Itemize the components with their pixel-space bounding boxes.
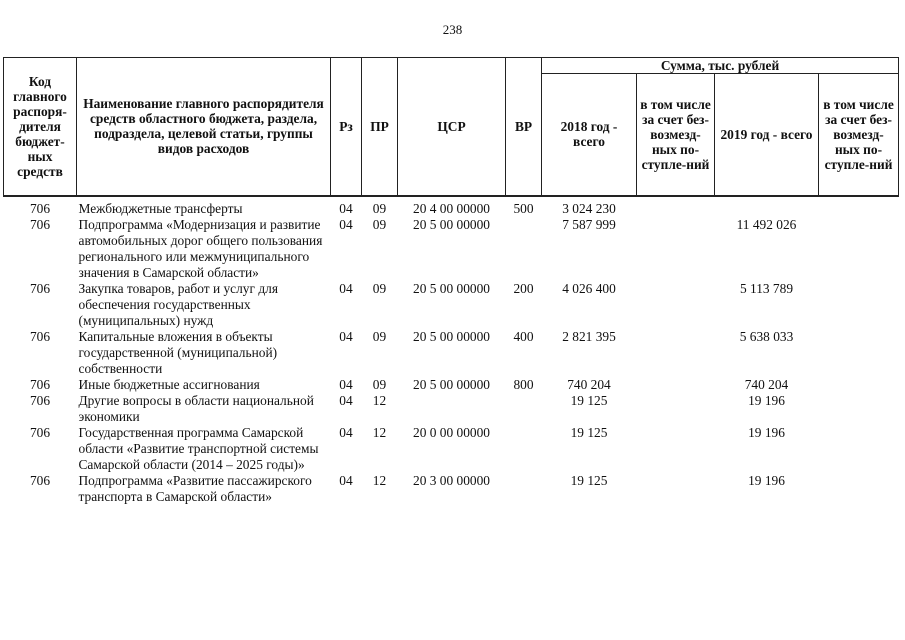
cell-2019-free — [819, 281, 899, 329]
cell-csr: 20 4 00 00000 — [413, 200, 490, 216]
cell-vr: 800 — [513, 376, 534, 392]
cell-2018-free — [637, 201, 715, 217]
header-vr: ВР — [506, 58, 542, 196]
cell-2019-free — [819, 329, 899, 377]
cell-2018-free — [637, 377, 715, 393]
cell-2018-total: 19 125 — [570, 472, 608, 488]
cell-2018-free — [637, 217, 715, 281]
cell-csr: 20 3 00 00000 — [413, 472, 490, 488]
cell-csr: 20 0 00 00000 — [413, 424, 490, 440]
cell-2018-free — [637, 393, 715, 425]
cell-2019-total: 5 113 789 — [739, 280, 794, 296]
cell-csr: 20 5 00 00000 — [413, 376, 490, 392]
table-row — [4, 281, 899, 329]
header-pr: ПР — [362, 58, 398, 196]
cell-name: Другие вопросы в области национальной экономики — [78, 392, 314, 424]
cell-rz: 04 — [339, 424, 353, 440]
table-row — [4, 393, 899, 425]
cell-code: 706 — [29, 376, 51, 392]
cell-2019-total: 19 196 — [748, 392, 785, 408]
cell-rz: 04 — [339, 392, 353, 408]
cell-vr — [506, 473, 542, 505]
cell-pr: 12 — [372, 392, 387, 408]
cell-pr: 09 — [372, 216, 387, 232]
cell-2018-total: 2 821 395 — [562, 328, 616, 344]
cell-vr: 200 — [513, 280, 534, 296]
cell-code: 706 — [29, 392, 51, 408]
cell-pr: 09 — [372, 200, 387, 216]
header-2018-total: 2018 год - всего — [542, 74, 637, 196]
cell-csr: 20 5 00 00000 — [413, 216, 490, 232]
cell-2019-free — [819, 393, 899, 425]
cell-vr — [506, 393, 542, 425]
table-row — [4, 425, 899, 473]
cell-pr: 09 — [372, 280, 387, 296]
table-row — [4, 473, 899, 505]
cell-2018-free — [637, 329, 715, 377]
cell-2019-free — [819, 425, 899, 473]
cell-name: Подпрограмма «Модернизация и развитие автомобильных дорог общего пользования регионального или межмуниципального значения в Самарской области» — [78, 216, 323, 280]
cell-rz: 04 — [339, 472, 353, 488]
table-row — [4, 217, 899, 281]
table-row — [4, 329, 899, 377]
cell-2019-free — [819, 201, 899, 217]
cell-2019-free — [819, 217, 899, 281]
page-number: 238 — [442, 22, 463, 37]
header-csr: ЦСР — [398, 58, 506, 196]
cell-code: 706 — [29, 424, 51, 440]
cell-code: 706 — [29, 472, 51, 488]
table-row — [4, 377, 899, 393]
header-2019-total: 2019 год - всего — [715, 74, 819, 196]
cell-2018-free — [637, 281, 715, 329]
cell-name: Межбюджетные трансферты — [78, 200, 243, 216]
cell-name: Закупка товаров, работ и услуг для обеспечения государственных (муниципальных) нужд — [78, 280, 278, 328]
header-2019-free: в том числе за счет без-возмезд-ных по-ступле-ний — [819, 74, 899, 196]
cell-2019-free — [819, 377, 899, 393]
table-body — [4, 196, 899, 505]
cell-2019-total: 740 204 — [744, 376, 789, 392]
cell-name: Государственная программа Самарской области «Развитие транспортной системы Самарской области (2014 – 2025 годы)» — [78, 424, 319, 472]
cell-vr: 500 — [513, 200, 534, 216]
header-code: Код главного распоря-дителя бюджет-ных средств — [4, 58, 77, 196]
cell-csr — [398, 393, 506, 425]
cell-2019-total: 19 196 — [748, 472, 785, 488]
header-sum: Сумма, тыс. рублей — [542, 58, 899, 74]
cell-2018-total: 7 587 999 — [562, 216, 616, 232]
cell-2019-total: 11 492 026 — [736, 216, 797, 232]
cell-name: Подпрограмма «Развитие пассажирского транспорта в Самарской области» — [78, 472, 312, 504]
cell-code: 706 — [29, 280, 51, 296]
cell-code: 706 — [29, 328, 51, 344]
cell-name: Иные бюджетные ассигнования — [78, 376, 260, 392]
cell-csr: 20 5 00 00000 — [413, 328, 490, 344]
cell-2019-total — [715, 201, 819, 217]
cell-rz: 04 — [339, 200, 353, 216]
cell-rz: 04 — [339, 328, 353, 344]
table-header — [4, 58, 899, 196]
header-2018-free: в том числе за счет без-возмезд-ных по-ступле-ний — [637, 74, 715, 196]
cell-2018-free — [637, 425, 715, 473]
cell-pr: 09 — [372, 328, 387, 344]
cell-vr — [506, 217, 542, 281]
cell-csr: 20 5 00 00000 — [413, 280, 490, 296]
cell-2018-total: 3 024 230 — [562, 200, 616, 216]
cell-2018-total: 19 125 — [570, 424, 608, 440]
cell-pr: 12 — [372, 424, 387, 440]
cell-name: Капитальные вложения в объекты государственной (муниципальной) собственности — [78, 328, 278, 376]
cell-pr: 09 — [372, 376, 387, 392]
header-rz: Рз — [331, 58, 362, 196]
header-name: Наименование главного распорядителя средств областного бюджета, раздела, подраздела, целевой статьи, группы видов расходов — [77, 58, 331, 196]
cell-rz: 04 — [339, 280, 353, 296]
cell-2019-total: 19 196 — [748, 424, 785, 440]
cell-2018-total: 740 204 — [567, 376, 611, 392]
cell-2018-free — [637, 473, 715, 505]
cell-rz: 04 — [339, 216, 353, 232]
budget-table — [3, 57, 899, 505]
cell-rz: 04 — [339, 376, 353, 392]
cell-code: 706 — [29, 216, 51, 232]
cell-2019-free — [819, 473, 899, 505]
cell-vr — [506, 425, 542, 473]
cell-2019-total: 5 638 033 — [739, 328, 794, 344]
table-row — [4, 201, 899, 217]
cell-vr: 400 — [513, 328, 534, 344]
cell-2018-total: 19 125 — [570, 392, 608, 408]
cell-2018-total: 4 026 400 — [562, 280, 616, 296]
cell-code: 706 — [29, 200, 51, 216]
cell-pr: 12 — [372, 472, 387, 488]
